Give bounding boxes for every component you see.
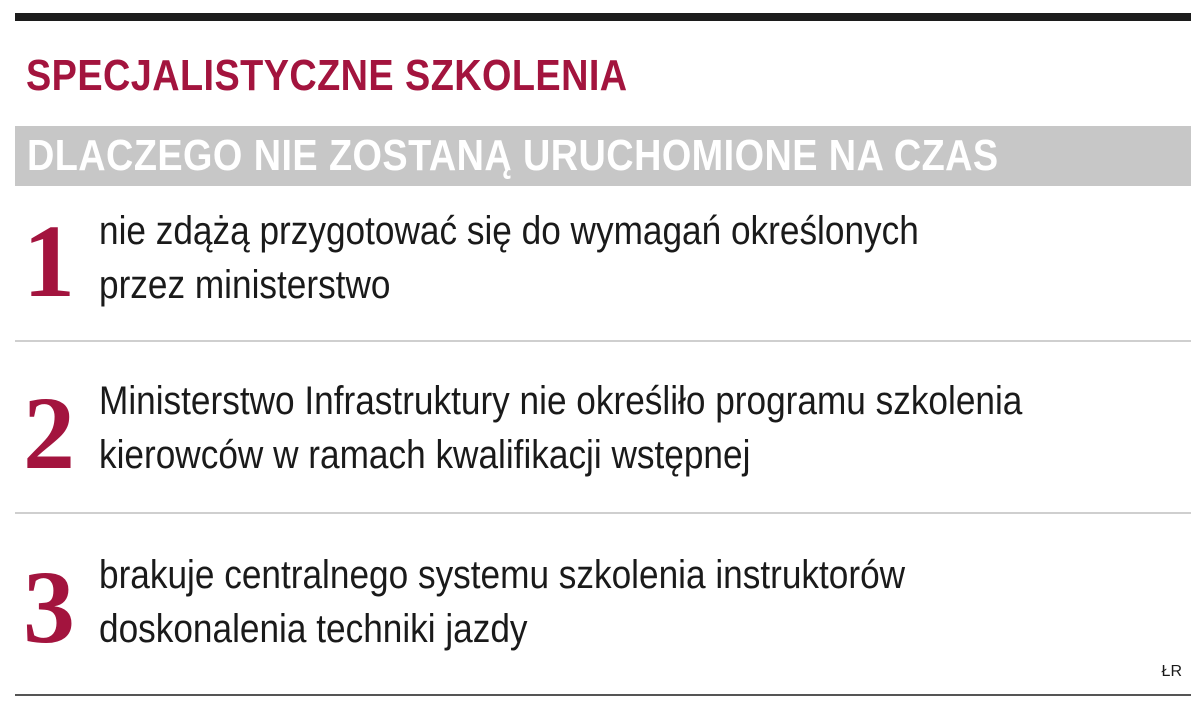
list-item-3 xyxy=(15,544,1191,686)
subtitle-bar xyxy=(15,126,1191,186)
infographic-subtitle: DLACZEGO NIE ZOSTANĄ URUCHOMIONE NA CZAS xyxy=(27,131,999,180)
infographic-title: SPECJALISTYCZNE SZKOLENIA xyxy=(26,51,628,100)
item-text xyxy=(99,204,919,312)
author-credit: ŁR xyxy=(1161,663,1182,680)
list-item-1 xyxy=(15,196,1191,338)
item-number: 3 xyxy=(23,550,75,665)
item-text-line: przez ministerstwo xyxy=(99,263,391,307)
item-divider xyxy=(15,512,1191,514)
item-text xyxy=(99,374,1022,482)
item-text-line: doskonalenia techniki jazdy xyxy=(99,607,528,651)
top-rule xyxy=(15,13,1191,21)
item-number: 2 xyxy=(23,376,75,491)
item-text-line: nie zdążą przygotować się do wymagań określonych xyxy=(99,209,919,253)
bottom-rule xyxy=(15,694,1191,696)
item-text xyxy=(99,548,905,656)
item-text-line: brakuje centralnego systemu szkolenia instruktorów xyxy=(99,553,906,597)
item-text-line: kierowców w ramach kwalifikacji wstępnej xyxy=(99,433,751,477)
item-text-line: Ministerstwo Infrastruktury nie określiło programu szkolenia xyxy=(99,379,1023,423)
list-item-2 xyxy=(15,370,1191,512)
item-divider xyxy=(15,340,1191,342)
item-number: 1 xyxy=(23,204,75,319)
